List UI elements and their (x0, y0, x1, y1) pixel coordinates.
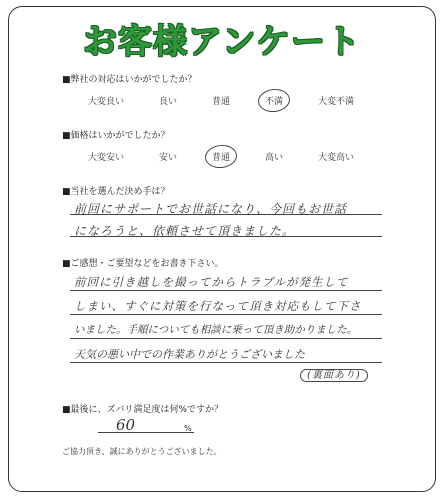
reverse-side-note: (裏面あり) (300, 369, 368, 382)
service-option-2[interactable]: 良い (158, 97, 177, 107)
comments-note (300, 366, 368, 381)
price-option-3-selected[interactable]: 普通 (210, 150, 232, 163)
comments-line-1: 前回に引き越しを撮ってからトラブルが発生して (74, 275, 349, 289)
service-option-3[interactable]: 普通 (211, 97, 230, 107)
service-option-5[interactable]: 大変不満 (317, 97, 354, 107)
price-option-4[interactable]: 高い (264, 153, 283, 163)
price-options (86, 150, 356, 163)
comments-rule-3 (70, 338, 382, 339)
price-option-5[interactable]: 大変高い (317, 153, 354, 163)
satisfaction-value: 60 (116, 416, 136, 434)
question-satisfaction: ■最後に、ズバリ満足度は何%ですか？ (62, 405, 224, 415)
service-options (86, 94, 356, 107)
question-comments: ■ご感想・ご要望などをお書き下さい。 (62, 259, 224, 269)
comments-rule-1 (70, 290, 382, 291)
satisfaction-unit: % (184, 424, 192, 433)
comments-line-3: いました。手順についても相談に乗って頂き助かりました。 (74, 324, 358, 336)
reason-answer-line-2: になろうと、依頼させて頂きました。 (74, 224, 296, 238)
reason-rule-1 (70, 214, 382, 215)
comments-line-2: しまい、すぐに対策を行なって頂き対応もして下さ (74, 299, 362, 313)
survey-title: お客様アンケート (83, 22, 361, 62)
service-option-1[interactable]: 大変良い (88, 97, 125, 107)
satisfaction-rule (98, 432, 194, 433)
question-reason: ■当社を選んだ決め手は？ (62, 187, 170, 197)
service-option-4-selected[interactable]: 不満 (263, 94, 285, 107)
question-service: ■弊社の対応はいかがでしたか？ (62, 75, 197, 85)
price-option-2[interactable]: 安い (158, 153, 177, 163)
comments-rule-4 (70, 362, 382, 363)
reason-answer-line-1: 前回にサポートでお世話になり、今回もお世話 (74, 202, 348, 216)
reason-rule-2 (70, 236, 382, 237)
comments-rule-2 (70, 314, 382, 315)
question-price: ■価格はいかがでしたか？ (62, 131, 170, 141)
thanks-message: ご協力頂き、誠にありがとうございました。 (62, 447, 222, 456)
comments-line-4: 天気の悪い中での作業ありがとうございました (74, 348, 305, 361)
price-option-1[interactable]: 大変安い (88, 153, 125, 163)
